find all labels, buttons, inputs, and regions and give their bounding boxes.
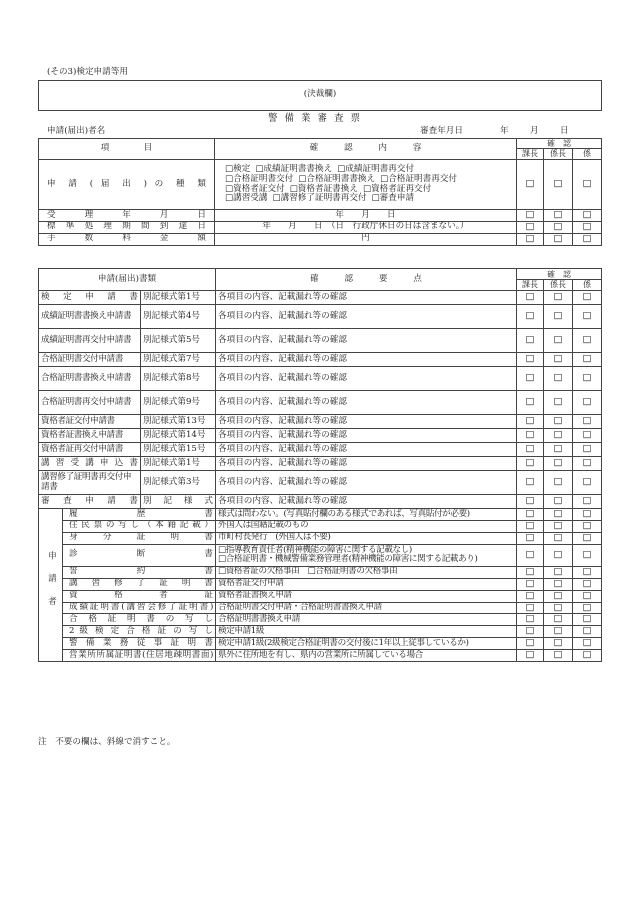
- standard-period-label: 標 準 処 理 期 間 到 達 日: [39, 221, 215, 233]
- confirm-checkbox[interactable]: □: [573, 578, 602, 590]
- option-qual-reissue[interactable]: □資格者証再交付: [362, 183, 432, 194]
- doc-form-number: 別記様式第7号: [141, 353, 216, 367]
- applicant-doc-name: 履 歴 書: [63, 509, 216, 521]
- confirm-checkbox[interactable]: □: [573, 544, 602, 566]
- confirm-checkbox[interactable]: □: [544, 626, 573, 638]
- confirm-checkbox[interactable]: □: [517, 367, 544, 391]
- fee-value: 円: [215, 233, 517, 245]
- option-pass-issue[interactable]: □合格証明書交付: [225, 173, 294, 184]
- table-row: [39, 443, 602, 457]
- fee-label: 手 数 料 金 額: [39, 233, 215, 245]
- table-row: [39, 291, 602, 305]
- role-staff: 係: [573, 280, 602, 291]
- confirm-checkbox[interactable]: □: [573, 429, 602, 443]
- applicant-doc-name: 警 備 業 務 従 事 証 明 書: [63, 638, 216, 650]
- footer-note: 注 不要の欄は、斜線で消すこと。: [38, 737, 176, 747]
- col-item-header: 項 目: [39, 139, 215, 160]
- option-course-reissue[interactable]: □講習修了証明書再交付: [272, 193, 367, 204]
- table-row: [39, 329, 602, 353]
- doc-name: 合格証明書書換え申請書: [39, 367, 141, 391]
- table-row: [39, 578, 602, 590]
- confirm-checkbox[interactable]: □: [544, 367, 573, 391]
- applicant-doc-check-point: 市町村長発行 (外国人は不要): [216, 532, 517, 544]
- doc-name: 資格者証交付申請書: [39, 415, 141, 429]
- doc-name: 資格者証再交付申請書: [39, 443, 141, 457]
- confirm-checkbox[interactable]: □: [573, 509, 602, 521]
- confirm-checkbox[interactable]: □: [544, 391, 573, 415]
- confirm-checkbox[interactable]: □: [517, 305, 544, 329]
- confirm-checkbox[interactable]: □: [517, 221, 544, 233]
- applicant-doc-check-point: 合格証明書書換え申請: [216, 614, 517, 626]
- role-section-chief: 課長: [517, 280, 544, 291]
- table-row: [39, 638, 602, 650]
- table-row: [39, 471, 602, 495]
- confirm-checkbox[interactable]: □: [544, 443, 573, 457]
- confirm-checkbox[interactable]: □: [573, 210, 602, 222]
- confirm-checkbox[interactable]: □: [573, 291, 602, 305]
- confirm-checkbox[interactable]: □: [517, 532, 544, 544]
- confirm-checkbox[interactable]: □: [517, 590, 544, 602]
- confirm-checkbox[interactable]: □: [517, 578, 544, 590]
- applicant-doc-name: 診 断 書: [63, 544, 216, 566]
- confirm-checkbox[interactable]: □: [544, 305, 573, 329]
- confirm-checkbox[interactable]: □: [544, 233, 573, 245]
- confirm-checkbox[interactable]: □: [544, 495, 573, 509]
- applicant-doc-name: 営業所所属証明書(住居地疎明書面): [63, 650, 216, 662]
- role-subsection-chief: 係長: [544, 280, 573, 291]
- applicant-doc-name: 合 格 証 明 書 の 写 し: [63, 614, 216, 626]
- standard-period-value: 年 月 日 （日 行政庁休日の日は含まない。）: [215, 221, 517, 233]
- confirm-checkbox[interactable]: □: [517, 443, 544, 457]
- confirm-checkbox[interactable]: □: [544, 329, 573, 353]
- form-reference: (その3)検定申請等用: [47, 67, 128, 77]
- col-points-header: 確 認 要 点: [216, 269, 517, 291]
- confirm-checkbox[interactable]: □: [573, 638, 602, 650]
- col-content-header: 確 認 内 容: [215, 139, 517, 160]
- confirm-checkbox[interactable]: □: [573, 495, 602, 509]
- decision-box-label: (決裁欄): [303, 89, 337, 99]
- applicant-doc-name: 住民票の写し（本籍記載）: [63, 520, 216, 532]
- confirm-checkbox[interactable]: □: [517, 544, 544, 566]
- confirm-checkbox[interactable]: □: [517, 329, 544, 353]
- table-row: [39, 429, 602, 443]
- table-row: [39, 566, 602, 578]
- option-qual-rewrite[interactable]: □資格者証書換え: [289, 183, 358, 194]
- doc-check-point: 各項目の内容、記載漏れ等の確認: [216, 291, 517, 305]
- confirm-checkbox[interactable]: □: [517, 638, 544, 650]
- receipt-date-value: 年 月 日: [215, 210, 517, 222]
- confirm-checkbox[interactable]: □: [544, 566, 573, 578]
- doc-name: 資格者証書換え申請書: [39, 429, 141, 443]
- applicant-doc-name: 成績証明書(講習会修了証明書): [63, 602, 216, 614]
- option-pass-reissue[interactable]: □合格証明書再交付: [380, 173, 458, 184]
- confirm-checkbox[interactable]: □: [517, 602, 544, 614]
- doc-check-point: 各項目の内容、記載漏れ等の確認: [216, 457, 517, 471]
- option-course[interactable]: □講習受講: [225, 193, 268, 204]
- table-row: [39, 614, 602, 626]
- confirm-checkbox[interactable]: □: [517, 160, 544, 210]
- confirm-checkbox[interactable]: □: [573, 329, 602, 353]
- table-row: [39, 367, 602, 391]
- confirm-checkbox[interactable]: □: [544, 602, 573, 614]
- confirm-checkbox[interactable]: □: [573, 160, 602, 210]
- confirm-checkbox[interactable]: □: [517, 509, 544, 521]
- check-point-line: □指導教育責任者(精神機能の障害に関する記載なし): [218, 544, 412, 555]
- confirm-checkbox[interactable]: □: [517, 210, 544, 222]
- table-row: [39, 626, 602, 638]
- doc-form-number: 別記様式第14号: [141, 429, 216, 443]
- confirm-checkbox[interactable]: □: [544, 353, 573, 367]
- confirm-checkbox[interactable]: □: [544, 590, 573, 602]
- review-date-month: 月: [530, 126, 539, 136]
- doc-form-number: 別 記 様 式: [141, 495, 216, 509]
- application-type-table: [38, 138, 602, 246]
- review-date-label: 審査年月日: [420, 126, 463, 136]
- doc-name: 審 査 申 請 書: [39, 495, 141, 509]
- confirm-checkbox[interactable]: □: [517, 626, 544, 638]
- confirm-checkbox[interactable]: □: [544, 544, 573, 566]
- confirm-checkbox[interactable]: □: [544, 471, 573, 495]
- applicant-name-label: 申請(届出)者名: [47, 126, 106, 136]
- confirm-checkbox[interactable]: □: [517, 650, 544, 662]
- applicant-doc-check-point: □資格者証の欠格事由 □合格証明書の欠格事由: [216, 566, 517, 578]
- confirm-checkbox[interactable]: □: [573, 457, 602, 471]
- applicant-doc-check-point: 県外に住所地を有し、県内の営業所に所属している場合: [216, 650, 517, 662]
- col-confirm-header: 確 認: [517, 139, 602, 149]
- doc-form-number: 別記様式第8号: [141, 367, 216, 391]
- applicant-doc-check-point: 検定申請1級: [216, 626, 517, 638]
- applicant-doc-check-point: 検定申請1級(2級検定合格証明書の交付後に1年以上従事しているか): [216, 638, 517, 650]
- applicant-doc-name: 誓 約 書: [63, 566, 216, 578]
- doc-check-point: 各項目の内容、記載漏れ等の確認: [216, 305, 517, 329]
- doc-name: 合格証明書再交付申請書: [39, 391, 141, 415]
- confirm-checkbox[interactable]: □: [573, 305, 602, 329]
- doc-check-point: 各項目の内容、記載漏れ等の確認: [216, 415, 517, 429]
- doc-check-point: 各項目の内容、記載漏れ等の確認: [216, 391, 517, 415]
- option-score-rewrite[interactable]: □成績証明書書換え: [255, 163, 333, 174]
- confirm-checkbox[interactable]: □: [573, 233, 602, 245]
- confirm-checkbox[interactable]: □: [517, 391, 544, 415]
- confirm-checkbox[interactable]: □: [544, 221, 573, 233]
- table-row: [39, 650, 602, 662]
- doc-check-point: 各項目の内容、記載漏れ等の確認: [216, 471, 517, 495]
- table-row: [39, 509, 602, 521]
- applicant-group-label: 申請者: [39, 509, 63, 662]
- confirm-checkbox[interactable]: □: [573, 221, 602, 233]
- page-title: 警 備 業 審 査 票: [267, 113, 363, 124]
- review-date-year: 年: [500, 126, 509, 136]
- confirm-checkbox[interactable]: □: [573, 471, 602, 495]
- confirm-checkbox[interactable]: □: [544, 520, 573, 532]
- confirm-checkbox[interactable]: □: [517, 520, 544, 532]
- option-pass-rewrite[interactable]: □合格証明書書換え: [298, 173, 376, 184]
- table-row: [39, 544, 602, 566]
- confirm-checkbox[interactable]: □: [517, 353, 544, 367]
- confirm-checkbox[interactable]: □: [544, 160, 573, 210]
- confirm-checkbox[interactable]: □: [573, 353, 602, 367]
- option-qual-issue[interactable]: □資格者証交付: [225, 183, 285, 194]
- applicant-doc-name: 講 習 修 了 証 明 書: [63, 578, 216, 590]
- review-date-day: 日: [560, 126, 569, 136]
- table-row: [39, 520, 602, 532]
- role-section-chief: 課長: [517, 149, 544, 160]
- doc-check-point: 各項目の内容、記載漏れ等の確認: [216, 329, 517, 353]
- confirm-checkbox[interactable]: □: [544, 291, 573, 305]
- confirm-checkbox[interactable]: □: [544, 578, 573, 590]
- confirm-checkbox[interactable]: □: [573, 626, 602, 638]
- confirm-checkbox[interactable]: □: [544, 614, 573, 626]
- confirm-checkbox[interactable]: □: [573, 566, 602, 578]
- confirm-checkbox[interactable]: □: [517, 291, 544, 305]
- doc-check-point: 各項目の内容、記載漏れ等の確認: [216, 443, 517, 457]
- confirm-checkbox[interactable]: □: [573, 590, 602, 602]
- confirm-checkbox[interactable]: □: [517, 495, 544, 509]
- check-point-line: □合格証明書・機械警備業務管理者(精神機能の障害に関する記載あり): [218, 554, 478, 565]
- doc-form-number: 別記様式第4号: [141, 305, 216, 329]
- table-row: [39, 353, 602, 367]
- table-row: [39, 532, 602, 544]
- option-review[interactable]: □審査申請: [371, 193, 415, 204]
- confirm-checkbox[interactable]: □: [544, 210, 573, 222]
- confirm-checkbox[interactable]: □: [573, 532, 602, 544]
- applicant-doc-check-point: [216, 544, 517, 566]
- confirm-checkbox[interactable]: □: [573, 391, 602, 415]
- applicant-doc-check-point: 資格者証交付申請: [216, 578, 517, 590]
- table-row: [39, 305, 602, 329]
- option-exam[interactable]: □検定: [225, 163, 251, 174]
- applicant-doc-check-point: 外国人は国籍記載のもの: [216, 520, 517, 532]
- role-staff: 係: [573, 149, 602, 160]
- doc-name: 合格証明書交付申請書: [39, 353, 141, 367]
- doc-check-point: 各項目の内容、記載漏れ等の確認: [216, 429, 517, 443]
- confirm-checkbox[interactable]: □: [573, 650, 602, 662]
- role-subsection-chief: 係長: [544, 149, 573, 160]
- applicant-doc-check-point: 資格者証書換え申請: [216, 590, 517, 602]
- confirm-checkbox[interactable]: □: [517, 566, 544, 578]
- decision-box: [38, 80, 602, 111]
- confirm-checkbox[interactable]: □: [573, 614, 602, 626]
- doc-form-number: 別記様式第13号: [141, 415, 216, 429]
- doc-form-number: 別記様式第9号: [141, 391, 216, 415]
- doc-form-number: 別記様式第1号: [141, 457, 216, 471]
- confirm-checkbox[interactable]: □: [544, 650, 573, 662]
- col-confirm-header: 確 認: [517, 269, 602, 280]
- confirm-checkbox[interactable]: □: [517, 614, 544, 626]
- documents-table: [38, 268, 602, 662]
- doc-form-number: 別記様式第5号: [141, 329, 216, 353]
- doc-name: 成績証明書再交付申請書: [39, 329, 141, 353]
- confirm-checkbox[interactable]: □: [517, 429, 544, 443]
- table-row: [39, 415, 602, 429]
- doc-form-number: 別記様式第3号: [141, 471, 216, 495]
- doc-check-point: 各項目の内容、記載漏れ等の確認: [216, 353, 517, 367]
- confirm-checkbox[interactable]: □: [544, 457, 573, 471]
- table-row: [39, 590, 602, 602]
- confirm-checkbox[interactable]: □: [517, 471, 544, 495]
- table-row: [39, 391, 602, 415]
- confirm-checkbox[interactable]: □: [544, 638, 573, 650]
- confirm-checkbox[interactable]: □: [544, 532, 573, 544]
- applicant-doc-name: 身 分 証 明 書: [63, 532, 216, 544]
- doc-check-point: 各項目の内容、記載漏れ等の確認: [216, 367, 517, 391]
- doc-form-number: 別記様式第1号: [141, 291, 216, 305]
- confirm-checkbox[interactable]: □: [573, 520, 602, 532]
- option-score-reissue[interactable]: □成績証明書再交付: [337, 163, 415, 174]
- doc-form-number: 別記様式第15号: [141, 443, 216, 457]
- applicant-doc-name: 資 格 者 証: [63, 590, 216, 602]
- doc-name: 成績証明書書換え申請書: [39, 305, 141, 329]
- application-type-options: [215, 160, 517, 210]
- table-row: [39, 495, 602, 509]
- col-doc-header: 申請(届出)書類: [39, 269, 216, 291]
- receipt-date-label: 受 理 年 月 日: [39, 210, 215, 222]
- confirm-checkbox[interactable]: □: [517, 457, 544, 471]
- confirm-checkbox[interactable]: □: [517, 233, 544, 245]
- confirm-checkbox[interactable]: □: [573, 443, 602, 457]
- doc-name: 講 習 受 講 申 込 書: [39, 457, 141, 471]
- table-row: [39, 457, 602, 471]
- doc-name: 検 定 申 請 書: [39, 291, 141, 305]
- confirm-checkbox[interactable]: □: [573, 415, 602, 429]
- confirm-checkbox[interactable]: □: [573, 602, 602, 614]
- applicant-doc-check-point: 様式は問わない。(写真貼付欄のある様式であれば、写真貼付が必要): [216, 509, 517, 521]
- confirm-checkbox[interactable]: □: [573, 367, 602, 391]
- doc-name: 講習修了証明書再交付申請書: [39, 471, 141, 495]
- application-type-label: 申 請 ( 届 出 ) の 種 類: [39, 160, 215, 210]
- table-row: [39, 602, 602, 614]
- doc-check-point: 各項目の内容、記載漏れ等の確認: [216, 495, 517, 509]
- confirm-checkbox[interactable]: □: [517, 415, 544, 429]
- applicant-doc-name: 2 級 検 定 合 格 証 の 写 し: [63, 626, 216, 638]
- confirm-checkbox[interactable]: □: [544, 509, 573, 521]
- confirm-checkbox[interactable]: □: [544, 415, 573, 429]
- applicant-doc-check-point: 合格証明書交付申請・合格証明書書換え申請: [216, 602, 517, 614]
- confirm-checkbox[interactable]: □: [544, 429, 573, 443]
